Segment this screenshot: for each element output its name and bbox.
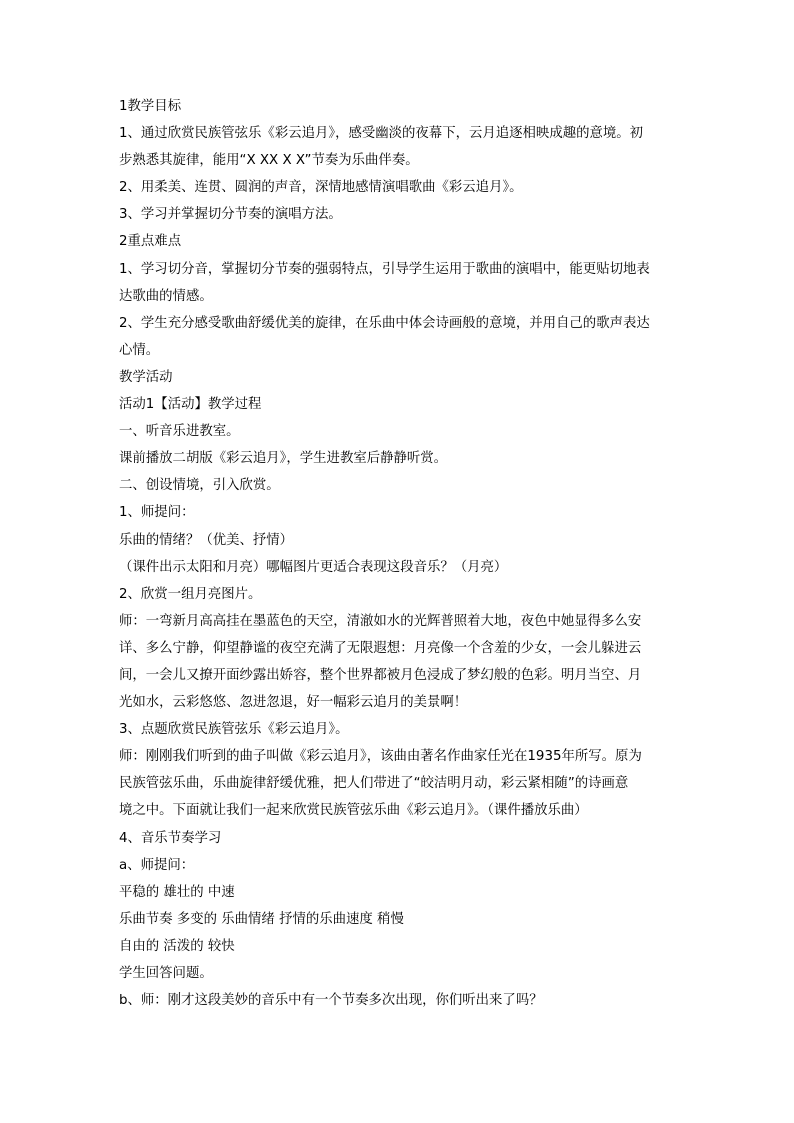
paragraph-line: 1、学习切分音，掌握切分节奏的强弱特点，引导学生运用于歌曲的演唱中，能更贴切地表 — [119, 261, 650, 277]
paragraph-line: 师：刚刚我们听到的曲子叫做《彩云追月》，该曲由著名作曲家任光在1935年所写。原为 — [119, 749, 642, 765]
paragraph-line: 2、学生充分感受歌曲舒缓优美的旋律，在乐曲中体会诗画般的意境，并用自己的歌声表达 — [119, 315, 650, 331]
document-body — [119, 93, 679, 1014]
paragraph-line: 步熟悉其旋律，能用“X XX X X”节奏为乐曲伴奏。 — [119, 153, 419, 169]
paragraph-line: 3、点题欣赏民族管弦乐《彩云追月》。 — [119, 722, 349, 738]
paragraph-line: 3、学习并掌握切分节奏的演唱方法。 — [119, 207, 342, 223]
paragraph-line: 民族管弦乐曲，乐曲旋律舒缓优雅，把人们带进了“皎洁明月动，彩云紧相随”的诗画意 — [119, 776, 629, 792]
paragraph-line: 光如水，云彩悠悠、忽进忽退，好一幅彩云追月的美景啊！ — [119, 695, 468, 711]
paragraph-line: 1、师提问： — [119, 505, 195, 521]
paragraph-line: 学生回答问题。 — [119, 966, 213, 981]
paragraph-line: 心情。 — [119, 342, 160, 358]
paragraph-line: 乐曲节奏 多变的 乐曲情绪 抒情的乐曲速度 稍慢 — [119, 911, 404, 927]
paragraph-line: 达歌曲的情感。 — [119, 288, 213, 304]
section-heading-activities: 教学活动 — [119, 369, 173, 385]
paragraph-line: 自由的 活泼的 较快 — [119, 938, 235, 954]
paragraph-line: 平稳的 雄壮的 中速 — [119, 884, 235, 900]
paragraph-line: 4、音乐节奏学习 — [119, 830, 222, 846]
paragraph-line: （课件出示太阳和月亮）哪幅图片更适合表现这段音乐？（月亮） — [119, 559, 508, 575]
section-heading-key-points: 2重点难点 — [119, 234, 182, 250]
paragraph-line: 乐曲的情绪？（优美、抒情） — [119, 532, 294, 548]
paragraph-line: a、师提问： — [119, 857, 195, 873]
paragraph-line: 一、听音乐进教室。 — [119, 424, 240, 440]
paragraph-line: b、师：刚才这段美妙的音乐中有一个节奏多次出现，你们听出来了吗？ — [119, 993, 543, 1009]
section-heading-teaching-goals: 1教学目标 — [119, 99, 182, 114]
paragraph-line: 2、欣赏一组月亮图片。 — [119, 586, 262, 602]
paragraph-line: 1、通过欣赏民族管弦乐《彩云追月》，感受幽淡的夜幕下，云月追逐相映成趣的意境。初 — [119, 126, 644, 142]
paragraph-line: 境之中。下面就让我们一起来欣赏民族管弦乐曲《彩云追月》。（课件播放乐曲） — [119, 803, 588, 819]
paragraph-line: 二、创设情境，引入欣赏。 — [119, 478, 280, 494]
activity-heading: 活动1【活动】教学过程 — [119, 397, 262, 413]
paragraph-line: 课前播放二胡版《彩云追月》，学生进教室后静静听赏。 — [119, 451, 448, 467]
paragraph-line: 间，一会儿又撩开面纱露出娇容，整个世界都被月色浸成了梦幻般的色彩。明月当空、月 — [119, 667, 642, 683]
paragraph-line: 详、多么宁静，仰望静谧的夜空充满了无限遐想：月亮像一个含羞的少女，一会儿躲进云 — [119, 640, 642, 656]
paragraph-line: 师：一弯新月高高挂在墨蓝色的天空，清澈如水的光辉普照着大地，夜色中她显得多么安 — [119, 613, 642, 629]
paragraph-line: 2、用柔美、连贯、圆润的声音，深情地感情演唱歌曲《彩云追月》。 — [119, 180, 523, 196]
